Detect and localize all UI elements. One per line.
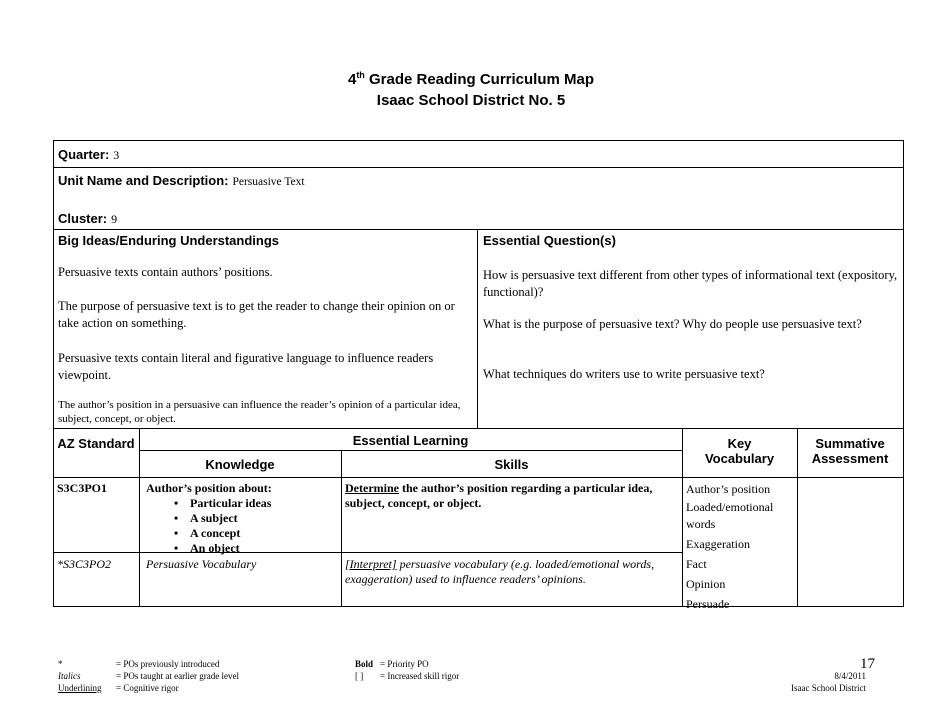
legend-row [355,658,459,670]
legend-row [355,670,459,682]
divider [53,477,904,478]
standard-code: *S3C3PO2 [57,557,111,571]
unit-row [58,172,305,190]
legend-desc: = Increased skill rigor [380,671,460,681]
vocab-item: Persuade [686,597,730,611]
cluster-label: Cluster: [58,211,108,226]
legend-left [58,658,239,694]
vocab-item: Author’s position [686,482,771,496]
divider [139,428,140,607]
skill-verb: [Interpret] [345,557,397,571]
legend-key: * [58,659,63,669]
legend-mid [355,658,459,682]
skill-verb: Determine [345,481,399,495]
essential-question-item: How is persuasive text different from other types of informational text (expository, functional)? [483,268,898,299]
footer-district: Isaac School District [791,683,866,693]
essential-learning-header: Essential Learning [352,433,469,448]
big-idea-item: The author’s position in a persuasive can influence the reader’s opinion of a particular idea, subject, concept, or object. [58,399,461,425]
legend-row [58,658,239,670]
legend-row [58,682,239,694]
unit-label: Unit Name and Description: [58,173,229,188]
knowledge-heading: Author’s position about: [146,481,272,495]
standard-code: S3C3PO1 [57,481,108,495]
quarter-row [58,146,119,164]
skill-text: the author’s position regarding a particular idea, subject, concept, or object. [345,481,653,510]
legend-key: Italics [58,671,81,681]
legend-row [58,670,239,682]
cluster-value: 9 [111,212,118,226]
essential-question-item: What is the purpose of persuasive text? Why do people use persuasive text? [483,317,862,331]
vocab-item: Fact [686,557,707,571]
vocabulary-list [686,481,794,613]
big-idea-item: Persuasive texts contain literal and figurative language to influence readers viewpoint. [58,351,434,382]
legend-desc: = Cognitive rigor [116,683,179,693]
vocab-item: Loaded/emotional words [686,500,774,531]
page-title [0,70,942,88]
legend-desc: = Priority PO [380,659,429,669]
divider [53,229,904,230]
quarter-label: Quarter: [58,147,110,162]
district-title: Isaac School District No. 5 [376,92,566,109]
divider [477,229,478,428]
footer-date: 8/4/2011 [834,671,866,681]
list-item: • A subject [146,511,338,526]
vocab-item: Exaggeration [686,537,750,551]
big-idea-item: Persuasive texts contain authors’ positions. [58,265,273,279]
big-ideas-heading: Big Ideas/Enduring Understandings [58,233,280,248]
legend-desc: = POs taught at earlier grade level [116,671,240,681]
page-number: 17 [860,656,875,672]
divider [53,428,904,429]
divider [341,450,342,607]
vocab-item: Opinion [686,577,726,591]
title-text: Grade Reading Curriculum Map [364,71,595,88]
divider [797,428,798,607]
divider [682,428,683,607]
summative-assessment-header: Summative Assessment [811,436,889,466]
skill-cell [345,557,665,587]
legend-key: [ ] [355,671,364,681]
knowledge-heading: Persuasive Vocabulary [146,557,257,571]
cluster-row [58,210,117,228]
divider [53,167,904,168]
key-vocabulary-header: Key Vocabulary [704,436,775,466]
skill-text: persuasive vocabulary (e.g. loaded/emotional words, exaggeration) used to influence readers’ opinions. [345,557,655,586]
list-item: • An object [146,541,338,556]
title-grade: 4 [347,71,357,88]
list-item: • A concept [146,526,338,541]
skills-header: Skills [494,457,529,472]
divider [139,450,682,451]
knowledge-header: Knowledge [205,457,275,472]
knowledge-cell [146,481,338,556]
legend-desc: = POs previously introduced [116,659,220,669]
essential-question-item: What techniques do writers use to write persuasive text? [483,367,765,381]
list-item: • Particular ideas [146,496,338,511]
unit-value: Persuasive Text [232,176,305,188]
big-idea-item: The purpose of persuasive text is to get the reader to change their opinion on or take action on something. [58,299,455,330]
az-standard-header: AZ Standard [57,436,135,451]
knowledge-list [146,496,338,556]
legend-key: Underlining [58,683,102,693]
title-grade-suffix: th [356,70,365,80]
skill-cell [345,481,675,511]
quarter-value: 3 [113,148,120,162]
legend-key: Bold [355,659,374,669]
essential-questions-heading: Essential Question(s) [483,233,616,248]
